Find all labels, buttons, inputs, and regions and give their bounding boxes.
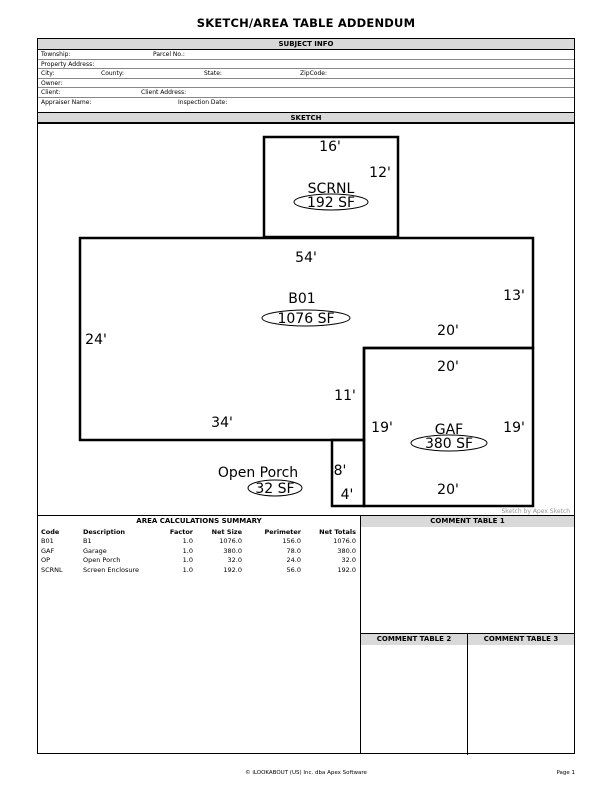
cell-net-size: 32.0: [227, 556, 242, 565]
property-address-label: Property Address:: [41, 60, 95, 68]
area-calc-grid: [41, 527, 356, 575]
b01-dim-right: 13': [503, 288, 525, 304]
area-calc-header: AREA CALCULATIONS SUMMARY: [136, 517, 262, 525]
cell-description: B1: [83, 536, 92, 545]
gaf-dim-bottom: 20': [437, 482, 459, 498]
b01-outline: [80, 238, 533, 440]
gaf-dim-left: 19': [371, 420, 393, 436]
client-address-label: Client Address:: [141, 89, 187, 97]
cell-net-totals: 32.0: [341, 556, 356, 565]
b01-dim-left: 24': [85, 332, 107, 348]
township-label: Township:: [41, 51, 71, 58]
area-calculations-table: [38, 516, 361, 754]
scrnl-dim-right: 12': [369, 165, 391, 181]
cell-description: Screen Enclosure: [83, 566, 140, 575]
cell-code: OP: [41, 556, 51, 565]
table-row: [41, 536, 356, 546]
b01-name: B01: [288, 291, 316, 307]
b01-dim-top: 54': [295, 250, 317, 266]
cell-perimeter: 56.0: [286, 566, 301, 575]
gaf-dim-right: 19': [503, 420, 525, 436]
gaf-area: 380 SF: [424, 436, 474, 452]
gaf-dim-top: 20': [437, 359, 459, 375]
porch-name: Open Porch: [217, 465, 299, 481]
col-perimeter: Perimeter: [264, 527, 301, 536]
sketch-header: SKETCH: [38, 112, 574, 123]
cell-factor: 1.0: [182, 566, 193, 575]
cell-net-totals: 380.0: [337, 546, 356, 555]
sketch-area: [38, 123, 574, 515]
cell-factor: 1.0: [182, 536, 193, 545]
cell-net-totals: 1076.0: [333, 536, 356, 545]
table-row: [41, 556, 356, 566]
scrnl-dim-top: 16': [319, 139, 341, 155]
gaf-name: GAF: [434, 422, 464, 438]
city-row: [38, 69, 574, 79]
appraiser-label: Appraiser Name:: [41, 99, 92, 106]
township-row: [38, 50, 574, 60]
county-label: County:: [101, 70, 124, 78]
city-label: City:: [41, 70, 55, 78]
cell-perimeter: 156.0: [282, 536, 301, 545]
page-title: SKETCH/AREA TABLE ADDENDUM: [196, 16, 416, 30]
comment-table-1-header: COMMENT TABLE 1: [361, 516, 574, 527]
floor-plan-sketch: [38, 124, 574, 516]
property-address-row: [38, 60, 574, 70]
col-factor: Factor: [169, 527, 193, 536]
scrnl-name: SCRNL: [307, 181, 355, 197]
sketch-watermark: Sketch by Apex Sketch: [501, 508, 570, 515]
cell-factor: 1.0: [182, 546, 193, 555]
col-description: Description: [83, 527, 126, 536]
comment-tables: [361, 516, 574, 754]
owner-label: Owner:: [41, 79, 63, 87]
cell-description: Open Porch: [83, 556, 121, 565]
comment-tables-lower: [361, 633, 574, 754]
parcel-label: Parcel No.:: [153, 51, 185, 58]
appraiser-row: [38, 98, 574, 108]
porch-dim-bottom: 4': [340, 487, 354, 503]
col-code: Code: [41, 527, 60, 536]
client-label: Client:: [41, 89, 61, 97]
comment-table-2-header: COMMENT TABLE 2: [361, 634, 467, 645]
client-row: [38, 88, 574, 98]
cell-net-size: 192.0: [223, 566, 242, 575]
inspection-date-label: Inspection Date:: [178, 99, 228, 106]
b01-dim-step-side: 11': [334, 388, 356, 404]
cell-net-size: 380.0: [223, 546, 242, 555]
col-net-size: Net Size: [211, 527, 242, 536]
cell-net-totals: 192.0: [337, 566, 356, 575]
b01-area: 1076 SF: [277, 311, 335, 327]
cell-code: GAF: [41, 546, 55, 555]
porch-area: 32 SF: [255, 481, 295, 497]
bottom-tables: [38, 515, 574, 753]
cell-perimeter: 24.0: [286, 556, 301, 565]
footer-copyright: © iLOOKABOUT (US) Inc. dba Apex Software: [245, 770, 367, 776]
table-row: [41, 546, 356, 556]
b01-dim-step-top: 20': [437, 323, 459, 339]
cell-description: Garage: [83, 546, 107, 555]
scrnl-area: 192 SF: [306, 195, 356, 211]
table-row: [41, 565, 356, 575]
addendum-frame: [37, 38, 575, 754]
cell-factor: 1.0: [182, 556, 193, 565]
col-net-totals: Net Totals: [319, 527, 356, 536]
state-label: State:: [204, 70, 222, 78]
cell-net-size: 1076.0: [219, 536, 242, 545]
footer-page-number: Page 1: [556, 770, 575, 776]
owner-row: [38, 79, 574, 89]
area-calc-header-row: [41, 527, 356, 536]
cell-code: B01: [41, 536, 54, 545]
comment-table-3-header: COMMENT TABLE 3: [468, 634, 574, 645]
zipcode-label: ZipCode:: [300, 70, 327, 78]
porch-dim-side: 8': [333, 463, 347, 479]
comment-divider: [467, 634, 468, 755]
cell-perimeter: 78.0: [286, 546, 301, 555]
b01-dim-bottom: 34': [211, 415, 233, 431]
cell-code: SCRNL: [41, 566, 63, 575]
subject-info-header: SUBJECT INFO: [38, 39, 574, 50]
